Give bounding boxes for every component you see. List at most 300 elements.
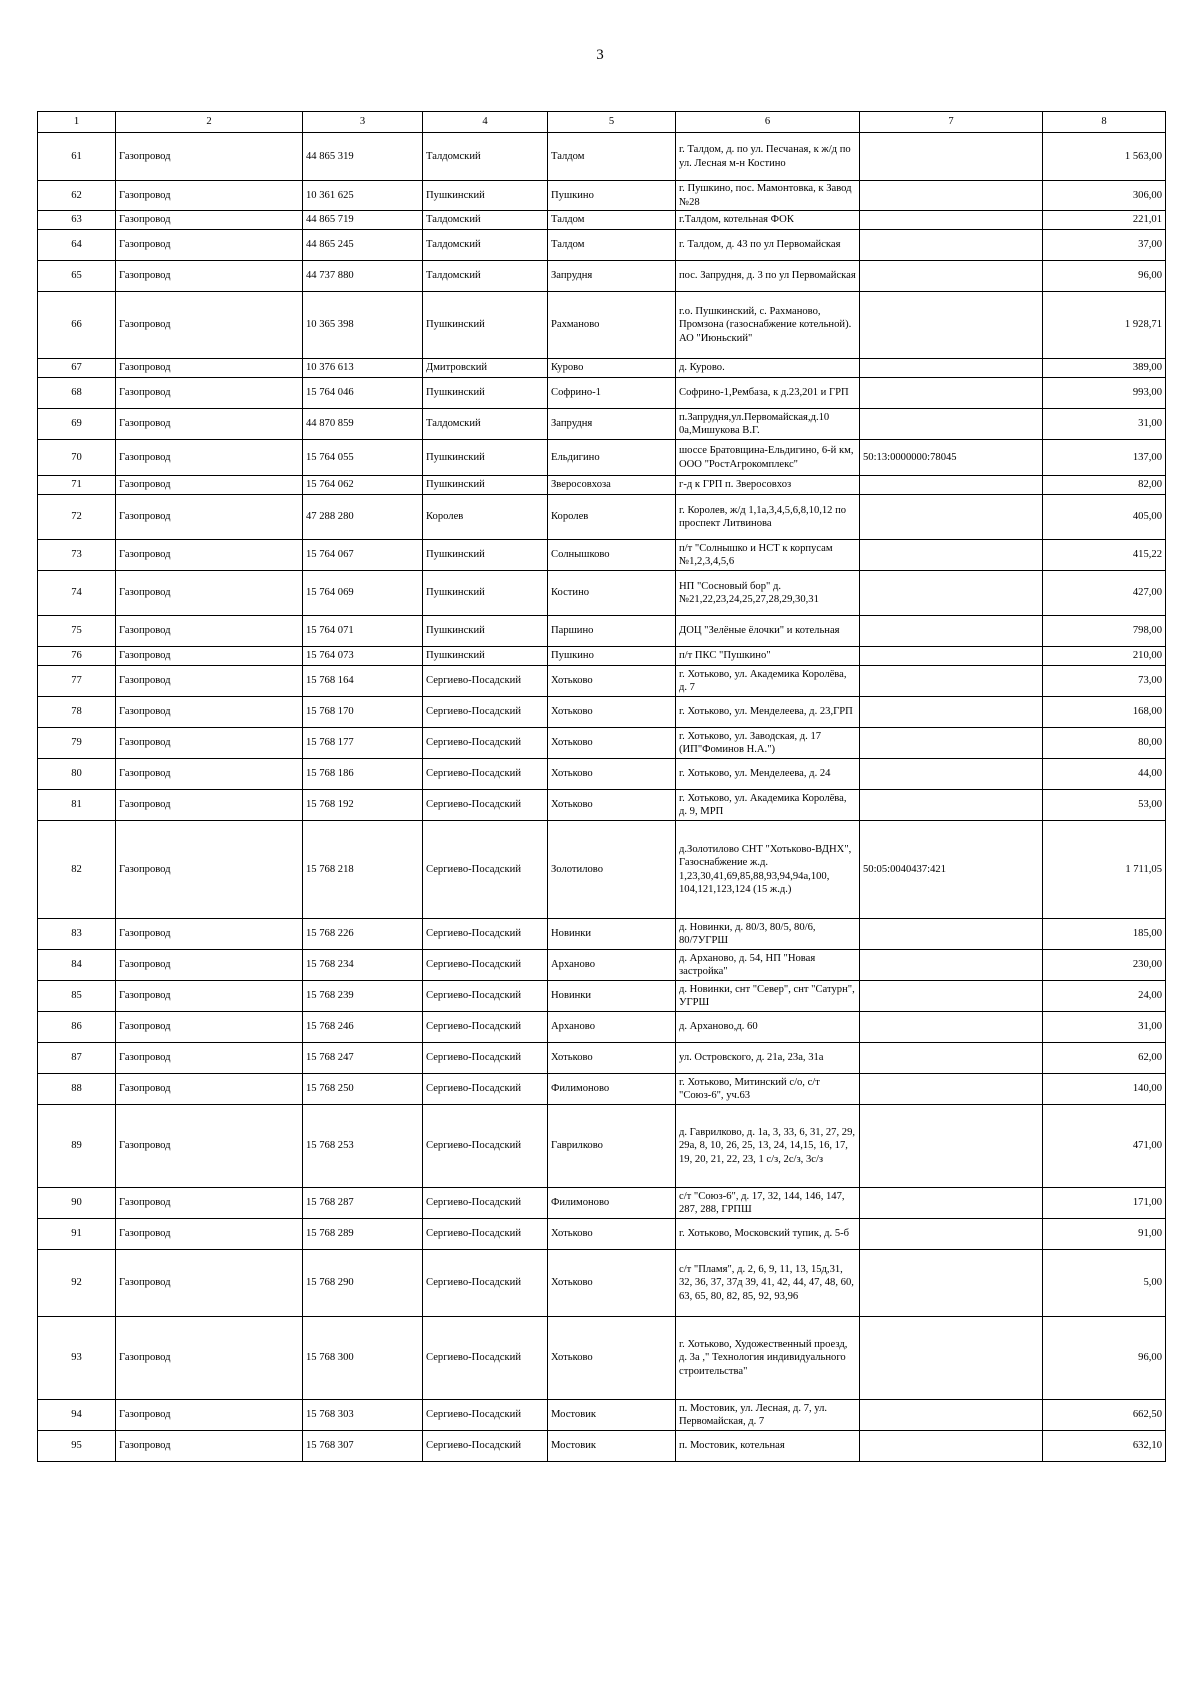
- cell-length-value: 1 563,00: [1043, 133, 1166, 181]
- table-row: [38, 1012, 1166, 1043]
- table-row: [38, 440, 1166, 476]
- cell-object-type: Газопровод: [116, 647, 303, 666]
- cell-object-type: Газопровод: [116, 1074, 303, 1105]
- cell-row-number: 82: [38, 821, 116, 919]
- cell-inventory-code: 15 768 186: [303, 759, 423, 790]
- cell-length-value: 221,01: [1043, 211, 1166, 230]
- cell-object-type: Газопровод: [116, 571, 303, 616]
- cell-object-type: Газопровод: [116, 409, 303, 440]
- cell-row-number: 66: [38, 292, 116, 359]
- cell-length-value: 632,10: [1043, 1431, 1166, 1462]
- cell-address: г. Хотьково, Митинский с/о, с/т "Союз-6", уч.63: [676, 1074, 860, 1105]
- cell-length-value: 1 928,71: [1043, 292, 1166, 359]
- cell-object-type: Газопровод: [116, 359, 303, 378]
- table-row: [38, 133, 1166, 181]
- cell-row-number: 94: [38, 1400, 116, 1431]
- cell-settlement: Хотьково: [548, 1317, 676, 1400]
- cell-inventory-code: 15 768 192: [303, 790, 423, 821]
- cell-settlement: Пушкино: [548, 647, 676, 666]
- table-row: [38, 261, 1166, 292]
- cell-settlement: Талдом: [548, 133, 676, 181]
- cell-row-number: 93: [38, 1317, 116, 1400]
- cell-object-type: Газопровод: [116, 728, 303, 759]
- cell-length-value: 230,00: [1043, 950, 1166, 981]
- cell-settlement: Гаврилково: [548, 1105, 676, 1188]
- col-header-6: 6: [676, 112, 860, 133]
- cell-cadastral-number: [860, 647, 1043, 666]
- cell-district: Дмитровский: [423, 359, 548, 378]
- cell-address: д. Новинки, снт "Север", снт "Сатурн", УГРШ: [676, 981, 860, 1012]
- cell-district: Талдомский: [423, 409, 548, 440]
- cell-length-value: 993,00: [1043, 378, 1166, 409]
- cell-settlement: Хотьково: [548, 728, 676, 759]
- cell-object-type: Газопровод: [116, 540, 303, 571]
- cell-length-value: 171,00: [1043, 1188, 1166, 1219]
- table-row: [38, 476, 1166, 495]
- cell-row-number: 78: [38, 697, 116, 728]
- cell-row-number: 87: [38, 1043, 116, 1074]
- cell-cadastral-number: [860, 759, 1043, 790]
- cell-object-type: Газопровод: [116, 981, 303, 1012]
- cell-address: г.Талдом, котельная ФОК: [676, 211, 860, 230]
- cell-inventory-code: 15 768 287: [303, 1188, 423, 1219]
- cell-inventory-code: 10 361 625: [303, 181, 423, 211]
- cell-length-value: 415,22: [1043, 540, 1166, 571]
- cell-district: Талдомский: [423, 261, 548, 292]
- cell-settlement: Мостовик: [548, 1431, 676, 1462]
- cell-address: д. Курово.: [676, 359, 860, 378]
- table-row: [38, 981, 1166, 1012]
- cell-object-type: Газопровод: [116, 1400, 303, 1431]
- cell-cadastral-number: [860, 1317, 1043, 1400]
- cell-address: Софрино-1,Рембаза, к д.23,201 и ГРП: [676, 378, 860, 409]
- cell-cadastral-number: [860, 1188, 1043, 1219]
- cell-object-type: Газопровод: [116, 211, 303, 230]
- cell-row-number: 62: [38, 181, 116, 211]
- cell-length-value: 31,00: [1043, 1012, 1166, 1043]
- cell-object-type: Газопровод: [116, 1317, 303, 1400]
- cell-inventory-code: 15 768 239: [303, 981, 423, 1012]
- table-row: [38, 181, 1166, 211]
- cell-district: Пушкинский: [423, 378, 548, 409]
- cell-cadastral-number: [860, 181, 1043, 211]
- cell-length-value: 53,00: [1043, 790, 1166, 821]
- cell-district: Пушкинский: [423, 181, 548, 211]
- table-row: [38, 495, 1166, 540]
- cell-cadastral-number: [860, 230, 1043, 261]
- table-row: [38, 409, 1166, 440]
- cell-district: Пушкинский: [423, 647, 548, 666]
- cell-settlement: Курово: [548, 359, 676, 378]
- cell-settlement: Зверосовхоза: [548, 476, 676, 495]
- cell-settlement: Хотьково: [548, 1043, 676, 1074]
- gas-pipeline-registry-table: [37, 111, 1166, 1462]
- cell-cadastral-number: [860, 1431, 1043, 1462]
- cell-cadastral-number: [860, 211, 1043, 230]
- cell-object-type: Газопровод: [116, 181, 303, 211]
- table-body: [38, 133, 1166, 1462]
- cell-settlement: Хотьково: [548, 790, 676, 821]
- cell-cadastral-number: [860, 292, 1043, 359]
- cell-cadastral-number: 50:13:0000000:78045: [860, 440, 1043, 476]
- cell-district: Талдомский: [423, 211, 548, 230]
- cell-settlement: Паршино: [548, 616, 676, 647]
- cell-address: п/т ПКС "Пушкино": [676, 647, 860, 666]
- table-row: [38, 1250, 1166, 1317]
- cell-object-type: Газопровод: [116, 476, 303, 495]
- cell-district: Сергиево-Посадский: [423, 821, 548, 919]
- cell-address: г-д к ГРП п. Зверосовхоз: [676, 476, 860, 495]
- cell-district: Сергиево-Посадский: [423, 1317, 548, 1400]
- cell-settlement: Костино: [548, 571, 676, 616]
- cell-district: Сергиево-Посадский: [423, 1219, 548, 1250]
- cell-row-number: 76: [38, 647, 116, 666]
- cell-cadastral-number: [860, 616, 1043, 647]
- cell-cadastral-number: [860, 728, 1043, 759]
- cell-object-type: Газопровод: [116, 666, 303, 697]
- cell-address: д. Арханово, д. 54, НП "Новая застройка": [676, 950, 860, 981]
- cell-length-value: 5,00: [1043, 1250, 1166, 1317]
- table-row: [38, 359, 1166, 378]
- cell-address: г. Пушкино, пос. Мамонтовка, к Завод №28: [676, 181, 860, 211]
- cell-object-type: Газопровод: [116, 950, 303, 981]
- cell-object-type: Газопровод: [116, 821, 303, 919]
- cell-row-number: 69: [38, 409, 116, 440]
- cell-district: Сергиево-Посадский: [423, 697, 548, 728]
- cell-row-number: 65: [38, 261, 116, 292]
- table-row: [38, 1317, 1166, 1400]
- cell-address: ул. Островского, д. 21а, 23а, 31а: [676, 1043, 860, 1074]
- cell-district: Королев: [423, 495, 548, 540]
- cell-inventory-code: 10 376 613: [303, 359, 423, 378]
- cell-inventory-code: 15 764 062: [303, 476, 423, 495]
- cell-row-number: 91: [38, 1219, 116, 1250]
- table-row: [38, 1400, 1166, 1431]
- cell-row-number: 67: [38, 359, 116, 378]
- cell-length-value: 73,00: [1043, 666, 1166, 697]
- cell-district: Пушкинский: [423, 571, 548, 616]
- cell-row-number: 85: [38, 981, 116, 1012]
- cell-inventory-code: 15 768 289: [303, 1219, 423, 1250]
- cell-cadastral-number: [860, 1074, 1043, 1105]
- cell-settlement: Пушкино: [548, 181, 676, 211]
- cell-inventory-code: 15 768 290: [303, 1250, 423, 1317]
- cell-row-number: 64: [38, 230, 116, 261]
- table-row: [38, 790, 1166, 821]
- cell-row-number: 83: [38, 919, 116, 950]
- cell-address: п. Мостовик, котельная: [676, 1431, 860, 1462]
- table-row: [38, 540, 1166, 571]
- table-row: [38, 292, 1166, 359]
- cell-cadastral-number: [860, 1105, 1043, 1188]
- cell-address: с/т "Пламя", д. 2, 6, 9, 11, 13, 15д,31, 32, 36, 37, 37д 39, 41, 42, 44, 47, 48, 60, 63, 65, 80, 82, 85, 92, 93,96: [676, 1250, 860, 1317]
- cell-row-number: 70: [38, 440, 116, 476]
- cell-address: г. Талдом, д. 43 по ул Первомайская: [676, 230, 860, 261]
- cell-row-number: 77: [38, 666, 116, 697]
- cell-row-number: 68: [38, 378, 116, 409]
- cell-row-number: 63: [38, 211, 116, 230]
- cell-object-type: Газопровод: [116, 790, 303, 821]
- cell-settlement: Солнышково: [548, 540, 676, 571]
- cell-district: Сергиево-Посадский: [423, 950, 548, 981]
- cell-address: д. Гаврилково, д. 1а, 3, 33, 6, 31, 27, 29, 29а, 8, 10, 26, 25, 13, 24, 14,15, 16, 17, 19, 20, 21, 22, 23, 1 с/з, 2с/з, 3с/з: [676, 1105, 860, 1188]
- cell-length-value: 168,00: [1043, 697, 1166, 728]
- cell-cadastral-number: [860, 409, 1043, 440]
- cell-length-value: 96,00: [1043, 1317, 1166, 1400]
- cell-length-value: 37,00: [1043, 230, 1166, 261]
- cell-row-number: 79: [38, 728, 116, 759]
- cell-inventory-code: 15 768 303: [303, 1400, 423, 1431]
- cell-row-number: 74: [38, 571, 116, 616]
- cell-district: Пушкинский: [423, 616, 548, 647]
- cell-object-type: Газопровод: [116, 440, 303, 476]
- cell-district: Сергиево-Посадский: [423, 1400, 548, 1431]
- cell-inventory-code: 15 764 055: [303, 440, 423, 476]
- col-header-4: 4: [423, 112, 548, 133]
- cell-address: шоссе Братовщина-Ельдигино, 6-й км, ООО "РостАгрокомплекс": [676, 440, 860, 476]
- cell-length-value: 80,00: [1043, 728, 1166, 759]
- cell-length-value: 405,00: [1043, 495, 1166, 540]
- cell-district: Сергиево-Посадский: [423, 1250, 548, 1317]
- cell-object-type: Газопровод: [116, 697, 303, 728]
- cell-address: г. Хотьково, ул. Академика Королёва, д. 7: [676, 666, 860, 697]
- table-header: [38, 112, 1166, 133]
- cell-inventory-code: 15 768 250: [303, 1074, 423, 1105]
- cell-inventory-code: 15 768 253: [303, 1105, 423, 1188]
- cell-length-value: 82,00: [1043, 476, 1166, 495]
- page-number: 3: [596, 47, 604, 63]
- cell-district: Сергиево-Посадский: [423, 728, 548, 759]
- cell-object-type: Газопровод: [116, 495, 303, 540]
- cell-row-number: 86: [38, 1012, 116, 1043]
- cell-inventory-code: 15 768 226: [303, 919, 423, 950]
- cell-inventory-code: 15 764 067: [303, 540, 423, 571]
- cell-settlement: Новинки: [548, 919, 676, 950]
- cell-address: г. Хотьково, ул. Менделеева, д. 23,ГРП: [676, 697, 860, 728]
- cell-district: Сергиево-Посадский: [423, 981, 548, 1012]
- cell-district: Сергиево-Посадский: [423, 790, 548, 821]
- col-header-8: 8: [1043, 112, 1166, 133]
- cell-settlement: Хотьково: [548, 666, 676, 697]
- cell-settlement: Софрино-1: [548, 378, 676, 409]
- cell-settlement: Арханово: [548, 1012, 676, 1043]
- cell-row-number: 89: [38, 1105, 116, 1188]
- cell-address: г. Хотьково, ул. Менделеева, д. 24: [676, 759, 860, 790]
- cell-inventory-code: 15 768 300: [303, 1317, 423, 1400]
- cell-row-number: 75: [38, 616, 116, 647]
- table-row: [38, 211, 1166, 230]
- cell-inventory-code: 44 737 880: [303, 261, 423, 292]
- cell-cadastral-number: [860, 1012, 1043, 1043]
- cell-cadastral-number: 50:05:0040437:421: [860, 821, 1043, 919]
- cell-object-type: Газопровод: [116, 1188, 303, 1219]
- cell-cadastral-number: [860, 1250, 1043, 1317]
- cell-address: д. Арханово,д. 60: [676, 1012, 860, 1043]
- cell-settlement: Хотьково: [548, 697, 676, 728]
- cell-address: д. Новинки, д. 80/3, 80/5, 80/6, 80/7УГРШ: [676, 919, 860, 950]
- cell-inventory-code: 15 768 177: [303, 728, 423, 759]
- cell-cadastral-number: [860, 359, 1043, 378]
- cell-address: НП "Сосновый бор" д.№21,22,23,24,25,27,28,29,30,31: [676, 571, 860, 616]
- table-row: [38, 378, 1166, 409]
- table-row: [38, 230, 1166, 261]
- cell-district: Пушкинский: [423, 292, 548, 359]
- cell-settlement: Запрудня: [548, 261, 676, 292]
- cell-length-value: 389,00: [1043, 359, 1166, 378]
- cell-object-type: Газопровод: [116, 759, 303, 790]
- cell-object-type: Газопровод: [116, 230, 303, 261]
- cell-object-type: Газопровод: [116, 1012, 303, 1043]
- cell-length-value: 210,00: [1043, 647, 1166, 666]
- cell-inventory-code: 15 768 164: [303, 666, 423, 697]
- cell-inventory-code: 44 865 245: [303, 230, 423, 261]
- cell-object-type: Газопровод: [116, 261, 303, 292]
- cell-cadastral-number: [860, 540, 1043, 571]
- cell-district: Сергиево-Посадский: [423, 1012, 548, 1043]
- cell-district: Сергиево-Посадский: [423, 759, 548, 790]
- cell-district: Сергиево-Посадский: [423, 1074, 548, 1105]
- col-header-1: 1: [38, 112, 116, 133]
- cell-object-type: Газопровод: [116, 1219, 303, 1250]
- cell-cadastral-number: [860, 950, 1043, 981]
- cell-inventory-code: 47 288 280: [303, 495, 423, 540]
- cell-cadastral-number: [860, 1043, 1043, 1074]
- cell-length-value: 96,00: [1043, 261, 1166, 292]
- table-row: [38, 647, 1166, 666]
- table-row: [38, 759, 1166, 790]
- cell-length-value: 44,00: [1043, 759, 1166, 790]
- cell-length-value: 24,00: [1043, 981, 1166, 1012]
- cell-inventory-code: 15 768 234: [303, 950, 423, 981]
- cell-inventory-code: 15 764 071: [303, 616, 423, 647]
- cell-address: п. Мостовик, ул. Лесная, д. 7, ул. Первомайская, д. 7: [676, 1400, 860, 1431]
- cell-length-value: 185,00: [1043, 919, 1166, 950]
- table-row: [38, 1043, 1166, 1074]
- cell-cadastral-number: [860, 790, 1043, 821]
- table-row: [38, 821, 1166, 919]
- cell-length-value: 427,00: [1043, 571, 1166, 616]
- cell-length-value: 798,00: [1043, 616, 1166, 647]
- table-row: [38, 950, 1166, 981]
- cell-object-type: Газопровод: [116, 1431, 303, 1462]
- cell-inventory-code: 15 764 046: [303, 378, 423, 409]
- cell-address: г. Королев, ж/д 1,1а,3,4,5,6,8,10,12 по проспект Литвинова: [676, 495, 860, 540]
- cell-row-number: 80: [38, 759, 116, 790]
- table-row: [38, 1431, 1166, 1462]
- cell-object-type: Газопровод: [116, 133, 303, 181]
- col-header-3: 3: [303, 112, 423, 133]
- cell-district: Сергиево-Посадский: [423, 1105, 548, 1188]
- cell-settlement: Золотилово: [548, 821, 676, 919]
- cell-cadastral-number: [860, 571, 1043, 616]
- cell-cadastral-number: [860, 1219, 1043, 1250]
- cell-address: г. Хотьково, ул. Заводская, д. 17 (ИП"Фоминов Н.А."): [676, 728, 860, 759]
- cell-district: Пушкинский: [423, 440, 548, 476]
- col-header-2: 2: [116, 112, 303, 133]
- cell-length-value: 91,00: [1043, 1219, 1166, 1250]
- cell-length-value: 662,50: [1043, 1400, 1166, 1431]
- cell-inventory-code: 44 865 719: [303, 211, 423, 230]
- cell-length-value: 137,00: [1043, 440, 1166, 476]
- cell-settlement: Хотьково: [548, 1219, 676, 1250]
- cell-object-type: Газопровод: [116, 1105, 303, 1188]
- cell-settlement: Филимоново: [548, 1188, 676, 1219]
- cell-row-number: 71: [38, 476, 116, 495]
- table-row: [38, 728, 1166, 759]
- table-row: [38, 1105, 1166, 1188]
- cell-district: Сергиево-Посадский: [423, 1188, 548, 1219]
- cell-length-value: 471,00: [1043, 1105, 1166, 1188]
- cell-cadastral-number: [860, 261, 1043, 292]
- cell-row-number: 90: [38, 1188, 116, 1219]
- cell-settlement: Мостовик: [548, 1400, 676, 1431]
- cell-cadastral-number: [860, 476, 1043, 495]
- cell-inventory-code: 15 768 247: [303, 1043, 423, 1074]
- cell-length-value: 140,00: [1043, 1074, 1166, 1105]
- table-row: [38, 571, 1166, 616]
- table-row: [38, 697, 1166, 728]
- cell-inventory-code: 15 764 069: [303, 571, 423, 616]
- cell-address: ДОЦ "Зелёные ёлочки" и котельная: [676, 616, 860, 647]
- cell-length-value: 1 711,05: [1043, 821, 1166, 919]
- cell-row-number: 61: [38, 133, 116, 181]
- cell-settlement: Филимоново: [548, 1074, 676, 1105]
- cell-length-value: 306,00: [1043, 181, 1166, 211]
- cell-cadastral-number: [860, 133, 1043, 181]
- cell-address: с/т "Союз-6", д. 17, 32, 144, 146, 147, 287, 288, ГРПШ: [676, 1188, 860, 1219]
- cell-district: Пушкинский: [423, 476, 548, 495]
- table-row: [38, 919, 1166, 950]
- col-header-7: 7: [860, 112, 1043, 133]
- cell-object-type: Газопровод: [116, 919, 303, 950]
- cell-inventory-code: 44 865 319: [303, 133, 423, 181]
- cell-cadastral-number: [860, 378, 1043, 409]
- cell-inventory-code: 10 365 398: [303, 292, 423, 359]
- cell-row-number: 88: [38, 1074, 116, 1105]
- cell-object-type: Газопровод: [116, 1043, 303, 1074]
- cell-address: г. Талдом, д. по ул. Песчаная, к ж/д по ул. Лесная м-н Костино: [676, 133, 860, 181]
- cell-row-number: 84: [38, 950, 116, 981]
- table-row: [38, 1219, 1166, 1250]
- cell-inventory-code: 44 870 859: [303, 409, 423, 440]
- cell-length-value: 62,00: [1043, 1043, 1166, 1074]
- cell-address: п/т "Солнышко и НСТ к корпусам №1,2,3,4,5,6: [676, 540, 860, 571]
- cell-settlement: Новинки: [548, 981, 676, 1012]
- cell-address: г. Хотьково, ул. Академика Королёва, д. 9, МРП: [676, 790, 860, 821]
- cell-district: Сергиево-Посадский: [423, 1043, 548, 1074]
- table-row: [38, 1074, 1166, 1105]
- cell-row-number: 72: [38, 495, 116, 540]
- cell-settlement: Хотьково: [548, 759, 676, 790]
- cell-row-number: 81: [38, 790, 116, 821]
- cell-row-number: 73: [38, 540, 116, 571]
- cell-length-value: 31,00: [1043, 409, 1166, 440]
- col-header-5: 5: [548, 112, 676, 133]
- cell-district: Талдомский: [423, 230, 548, 261]
- cell-settlement: Талдом: [548, 211, 676, 230]
- cell-cadastral-number: [860, 697, 1043, 728]
- cell-inventory-code: 15 764 073: [303, 647, 423, 666]
- cell-address: пос. Запрудня, д. 3 по ул Первомайская: [676, 261, 860, 292]
- cell-address: г. Хотьково, Художественный проезд, д. 3а ," Технология индивидуального строительства": [676, 1317, 860, 1400]
- cell-object-type: Газопровод: [116, 292, 303, 359]
- cell-district: Талдомский: [423, 133, 548, 181]
- cell-object-type: Газопровод: [116, 378, 303, 409]
- cell-cadastral-number: [860, 919, 1043, 950]
- table-row: [38, 1188, 1166, 1219]
- cell-settlement: Королев: [548, 495, 676, 540]
- cell-settlement: Талдом: [548, 230, 676, 261]
